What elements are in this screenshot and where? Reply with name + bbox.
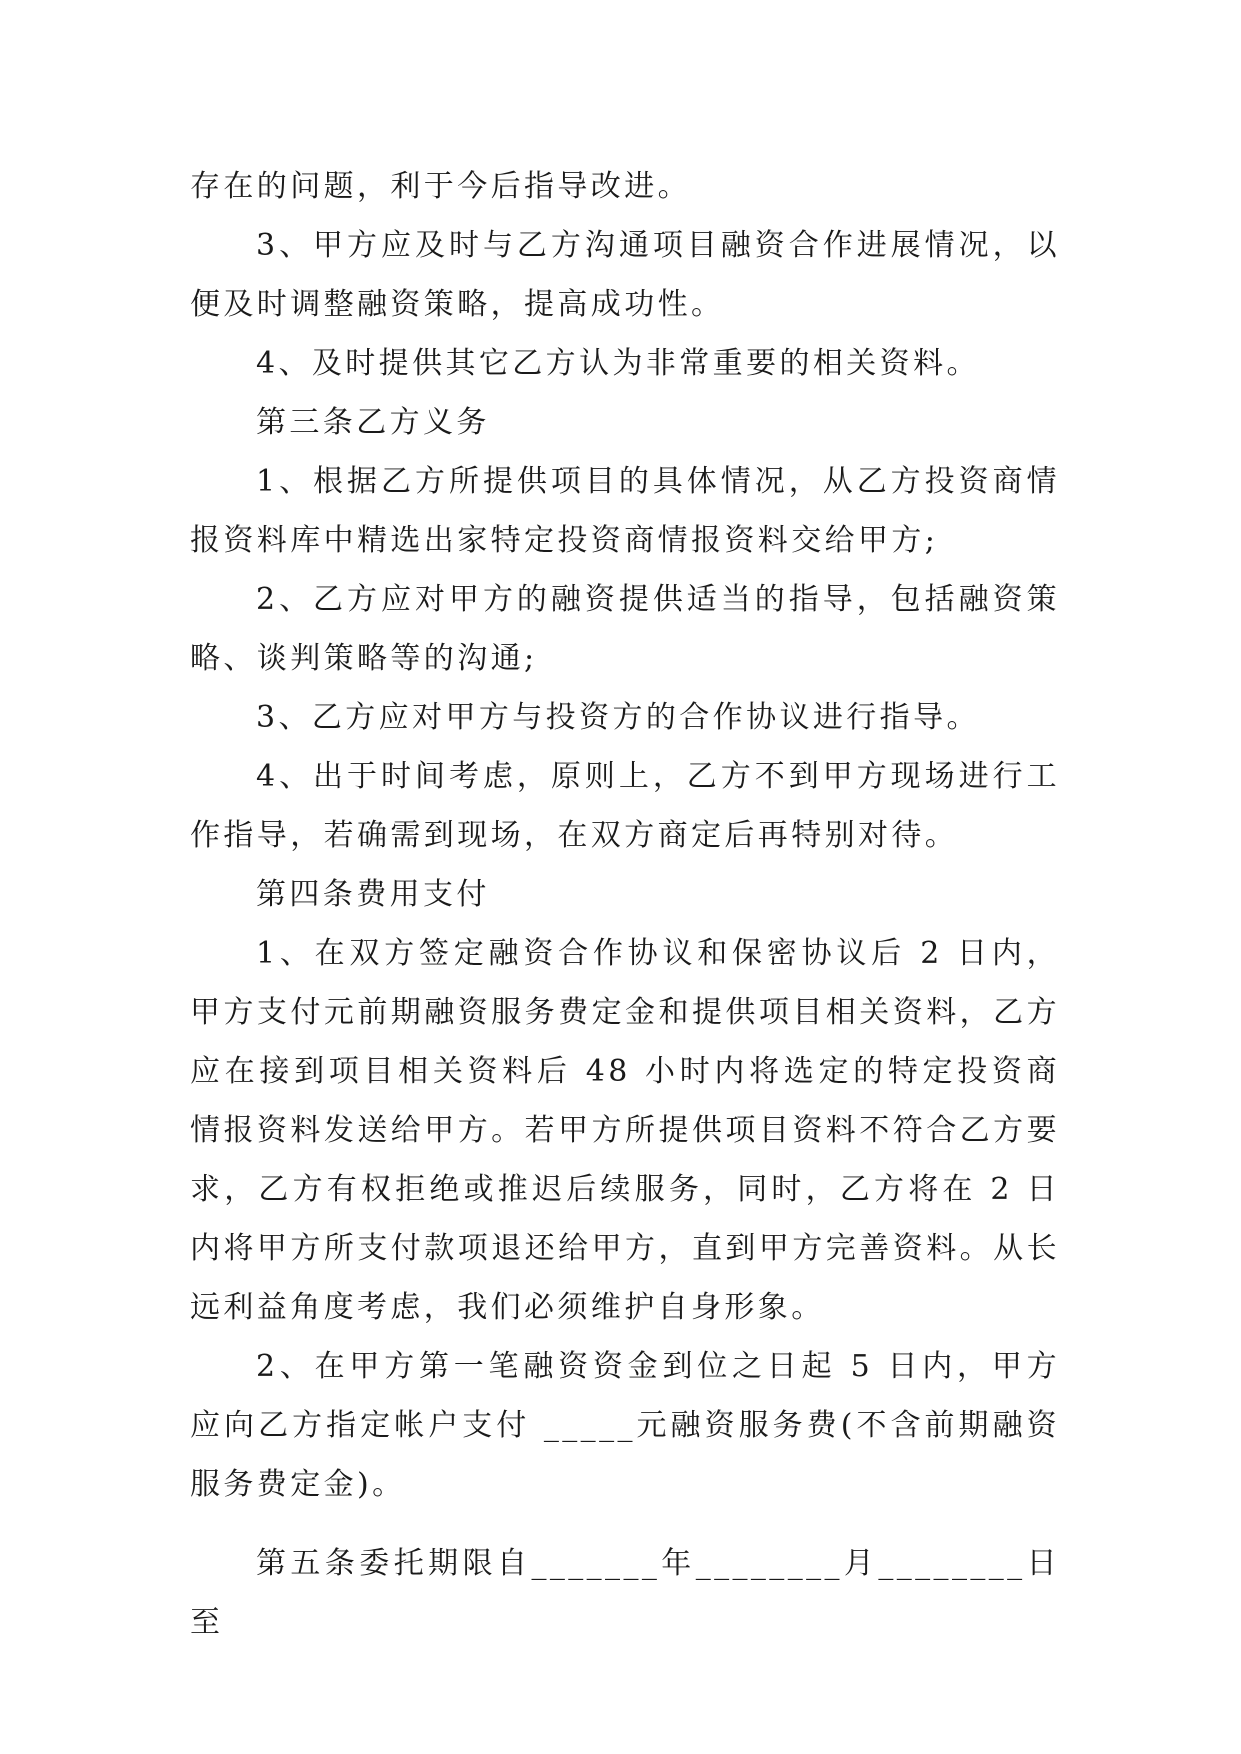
document-body [190, 157, 1060, 1652]
paragraph-gap [190, 1514, 1060, 1534]
paragraph-continuation: 存在的问题，利于今后指导改进。 [190, 169, 691, 204]
article-3-heading: 第三条乙方义务 [256, 405, 490, 440]
paragraph-party-b-item-2: 2、乙方应对甲方的融资提供适当的指导，包括融资策略、谈判策略等的沟通; [190, 582, 1060, 676]
article-4-heading: 第四条费用支付 [256, 877, 490, 912]
paragraph-party-b-item-1: 1、根据乙方所提供项目的具体情况，从乙方投资商情报资料库中精选出家特定投资商情报资料交给甲方; [190, 464, 1060, 558]
article-5-heading: 第五条委托期限自_______年________月________日至 [190, 1546, 1060, 1640]
paragraph-party-b-item-4: 4、出于时间考虑，原则上，乙方不到甲方现场进行工作指导，若确需到现场，在双方商定后再特别对待。 [190, 759, 1060, 853]
paragraph-party-a-item-4: 4、及时提供其它乙方认为非常重要的相关资料。 [256, 346, 980, 381]
paragraph-party-a-item-3: 3、甲方应及时与乙方沟通项目融资合作进展情况，以便及时调整融资策略，提高成功性。 [190, 228, 1060, 322]
paragraph-payment-item-1: 1、在双方签定融资合作协议和保密协议后 2 日内，甲方支付元前期融资服务费定金和提供项目相关资料，乙方应在接到项目相关资料后 48 小时内将选定的特定投资商情报资料发送给甲方。若甲方所提供项目资料不符合乙方要求，乙方有权拒绝或推迟后续服务，同时，乙方将在 2 日内将甲方所支付款项退还给甲方，直到甲方完善资料。从长远利益角度考虑，我们必须维护自身形象。 [190, 936, 1060, 1325]
paragraph-payment-item-2: 2、在甲方第一笔融资资金到位之日起 5 日内，甲方应向乙方指定帐户支付 _____元融资服务费(不含前期融资服务费定金)。 [190, 1349, 1060, 1502]
paragraph-party-b-item-3: 3、乙方应对甲方与投资方的合作协议进行指导。 [256, 700, 980, 735]
